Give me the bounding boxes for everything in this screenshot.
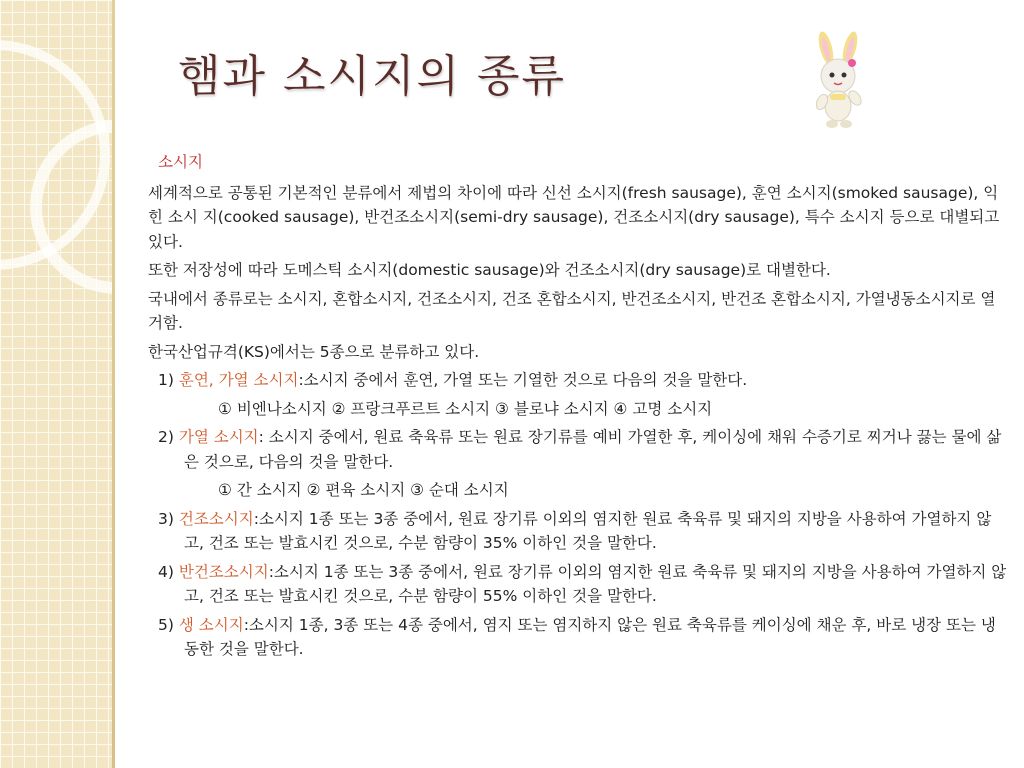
item-term: 반건조소시지 xyxy=(178,562,269,581)
item-term: 건조소시지 xyxy=(178,509,254,528)
list-item xyxy=(148,368,1008,393)
item-description: :소시지 1종, 3종 또는 4종 중에서, 염지 또는 염지하지 않은 원료 축육류를 케이싱에 채운 후, 바로 냉장 또는 냉동한 것을 말한다. xyxy=(184,615,996,658)
list-item xyxy=(148,507,1008,556)
section-label: 소시지 xyxy=(158,153,203,171)
paragraph: 국내에서 종류로는 소시지, 혼합소시지, 건조소시지, 건조 혼합소시지, 반건조소시지, 반건조 혼합소시지, 가열냉동소시지로 열거함. xyxy=(148,289,996,332)
item-number: 5) xyxy=(158,615,174,634)
item-description: : 소시지 중에서, 원료 축육류 또는 원료 장기류를 예비 가열한 후, 케이싱에 채워 수증기로 찌거나 끓는 물에 삶은 것으로, 다음의 것을 말한다. xyxy=(184,428,1002,471)
item-number: 2) xyxy=(158,428,174,446)
slide-title: 햄과 소시지의 종류 xyxy=(178,51,567,102)
item-term: 가열 소시지 xyxy=(178,428,259,446)
item-description: :소시지 중에서 훈연, 가열 또는 기열한 것으로 다음의 것을 말한다. xyxy=(298,371,748,389)
paragraph: 세계적으로 공통된 기본적인 분류에서 제법의 차이에 따라 신선 소시지(fresh sausage), 훈연 소시지(smoked sausage), 익힌 소시 지(cooked sausage), 반건조소시지(semi-dry sausage), 건조소시지(dry sausage), 특수 소시지 등으로 대별되고 있다. xyxy=(148,183,1000,251)
slide-body xyxy=(148,150,1008,666)
item-number: 4) xyxy=(158,562,174,581)
side-strip-edge xyxy=(112,0,115,768)
item-description: :소시지 1종 또는 3종 중에서, 원료 장기류 이외의 염지한 원료 축육류 및 돼지의 지방을 사용하여 가열하지 않고, 건조 또는 발효시킨 것으로, 수분 함량이 35% 이하인 것을 말한다. xyxy=(184,509,992,552)
sub-list: ① 간 소시지 ② 편육 소시지 ③ 순대 소시지 xyxy=(218,481,509,499)
paragraph: 또한 저장성에 따라 도메스틱 소시지(domestic sausage)와 건조소시지(dry sausage)로 대별한다. xyxy=(148,261,831,279)
list-item xyxy=(148,425,1008,474)
decorative-side-strip xyxy=(0,0,112,768)
item-number: 3) xyxy=(158,509,174,528)
bunny-mascot-icon xyxy=(800,30,876,130)
item-term: 생 소시지 xyxy=(178,615,244,634)
item-term: 훈연, 가열 소시지 xyxy=(178,371,299,389)
list-item xyxy=(148,613,1008,662)
item-description: :소시지 1종 또는 3종 중에서, 원료 장기류 이외의 염지한 원료 축육류 및 돼지의 지방을 사용하여 가열하지 않고, 건조 또는 발효시킨 것으로, 수분 함량이 55% 이하인 것을 말한다. xyxy=(184,562,1007,605)
list-item xyxy=(148,560,1008,609)
sub-list: ① 비엔나소시지 ② 프랑크푸르트 소시지 ③ 블로냐 소시지 ④ 고명 소시지 xyxy=(218,399,713,418)
paragraph: 한국산업규격(KS)에서는 5종으로 분류하고 있다. xyxy=(148,342,480,361)
item-number: 1) xyxy=(158,371,174,389)
